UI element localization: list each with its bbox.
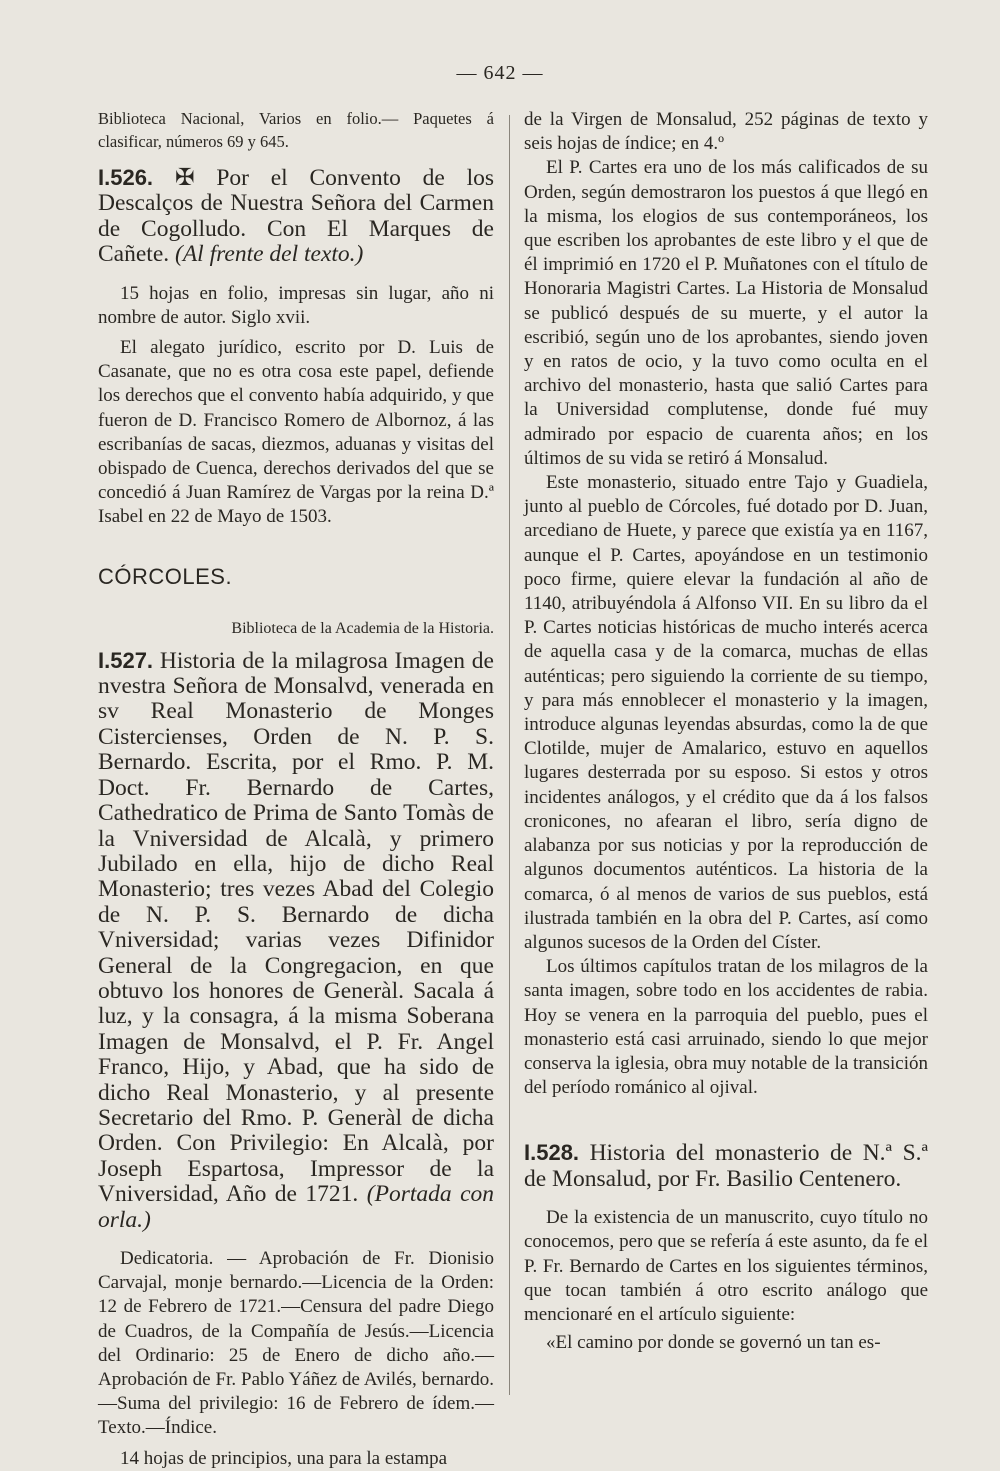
right-column <box>524 108 928 1355</box>
library-note-1526: Biblioteca Nacional, Varios en folio.— Paquetes á clasificar, números 69 y 645. <box>98 109 494 151</box>
entry-1528-quote: «El camino por donde se governó un tan es- <box>546 1332 881 1354</box>
column-divider <box>509 115 510 1395</box>
entry-1526-title: Por el Convento de los Descalços de Nuestra Señora del Carmen de Cogolludo. Con El Marques de Cañete. <box>98 165 495 268</box>
entry-1528-title: Historia del monasterio de N.ª S.ª de Monsalud, por Fr. Basilio Centenero. <box>524 1140 928 1192</box>
entry-1527-description-cont: de la Virgen de Monsalud, 252 páginas de texto y seis hojas de índice; en 4.º <box>524 109 928 155</box>
entry-1527-description: 14 hojas de principios, una para la estampa <box>120 1447 448 1469</box>
entry-1526-note: (Al frente del texto.) <box>175 241 364 268</box>
commentary-monastery: Este monasterio, situado entre Tajo y Guadiela, junto al pueblo de Córcoles, fué dotado por D. Juan, arcediano de Huete, y parece que existía ya en 1167, aunque el P. Cartes, apoyándose en un testimonio poco firme, quiere elevar la fundación al año de 1140, atribuyéndola á Alfonso VII. En su libro da el P. Cartes noticias históricas de mucho interés acerca de aquella casa y de la comarca, muchas de ellas auténticas; pero siguiendo la corriente de su tiempo, y para más ennoblecer el monasterio y la imagen, introduce algunas leyendas absurdas, como la de que Clotilde, mujer de Amalarico, estuvo en aquellos lugares desterrada por su esposo. Si estos y otros incidentes análogos, y el crédito que da á los falsos cronicones, no afearan el libro, sería digno de alabanza por sus noticias y por la reproducción de algunos documentos auténticos. La historia de la comarca, ó al menos de varios de sus pueblos, está ilustrada también en la obra del P. Cartes, así como algunos sucesos de la Orden del Císter. <box>524 472 928 953</box>
entry-1526-description: 15 hojas en folio, impresas sin lugar, año ni nombre de autor. Siglo xvii. <box>98 282 494 328</box>
page-number: — 642 — <box>456 62 544 84</box>
library-heading: Biblioteca de la Academia de la Historia. <box>231 619 494 637</box>
entry-1526-commentary: El alegato jurídico, escrito por D. Luis de Casanate, que no es otra cosa este papel, defiende los derechos que el convento había adquirido, y que fueron de D. Francisco Romero de Albornoz, á las escribanías de sacas, diezmos, aduanas y visitas del obispado de Cuenca, derechos derivados del que se concedió á Juan Ramírez de Vargas por la reina D.ª Isabel en 22 de Mayo de 1503. <box>98 337 494 528</box>
left-column <box>98 108 494 1471</box>
entry-1527-note: (Portada con orla.) <box>98 1181 494 1233</box>
entry-1527-title: Historia de la milagrosa Imagen de nvestra Señora de Monsalvd, venerada en sv Real Monasterio de Monges Cistercienses, Orden de N. P. S. Bernardo. Escrita, por el Rmo. P. M. Doct. Fr. Bernardo de Cartes, Cathedratico de Prima de Santo Tomàs de la Vniversidad de Alcalà, y primero Jubilado en ella, hijo de dicho Real Monasterio; tres vezes Abad del Colegio de N. P. S. Bernardo de dicha Vniversidad; varias vezes Difinidor General de la Congregacion, en que obtuvo los honores de Generàl. Sacala á luz, y la consagra, á la misma Soberana Imagen de Monsalvd, el P. Fr. Angel Franco, Hijo, y Abad, que ha sido de dicho Real Monasterio, y al presente Secretario del Rmo. P. Generàl de dicha Orden. Con Privilegio: En Alcalà, por Joseph Espartosa, Impressor de la Vniversidad, Año de 1721. <box>98 647 494 1208</box>
entry-1527-contents: Dedicatoria. — Aprobación de Fr. Dionisio Carvajal, monje bernardo.—Licencia de la Orden: 12 de Febrero de 1721.—Censura del padre Diego de Cuadros, de la Compañía de Jesús.—Licencia del Ordinario: 25 de Enero de dicho año.—Aprobación de Fr. Pablo Yáñez de Avilés, bernardo.—Suma del privilegio: 16 de Febrero de ídem.—Texto.—Índice. <box>98 1248 494 1439</box>
entry-1528 <box>524 1140 928 1192</box>
entry-number-1527: I.527. <box>98 647 154 673</box>
entry-1527 <box>98 648 494 1233</box>
entry-number-1526: I.526. <box>98 165 154 190</box>
cross-icon: ✠ <box>174 163 195 191</box>
entry-1526 <box>98 165 494 268</box>
section-title-corcoles: CÓRCOLES. <box>98 563 233 589</box>
entry-number-1528: I.528. <box>524 1140 580 1166</box>
commentary-chapters: Los últimos capítulos tratan de los milagros de la santa imagen, sobre todo en los accidentes de rabia. Hoy se venera en la parroquia del pueblo, pues el monasterio está casi arruinado, siendo lo que mejor conserva la iglesia, obra muy notable de la transición del período románico al ojival. <box>524 956 928 1099</box>
commentary-cartes: El P. Cartes era uno de los más calificados de su Orden, según demostraron los puestos á que llegó en la misma, los elogios de sus contemporáneos, los que escriben los aprobantes de este libro y el que de él imprimió en 1720 el P. Muñatones con el título de Honoraria Magistri Cartes. La Historia de Monsalud se publicó después de su muerte, y el autor la escribió, según uno de los aprobantes, siendo joven y en ratos de ocio, y la tuvo como oculta en el archivo del monasterio, hasta que salió Cartes para la Universidad complutense, donde fué muy admirado por espacio de cuarenta años; en los últimos de su vida se retiró á Monsalud. <box>524 157 928 469</box>
entry-1528-commentary: De la existencia de un manuscrito, cuyo título no conocemos, pero que se refería á este asunto, da fe el P. Fr. Bernardo de Cartes en los siguientes términos, que tocan también á otro escrito análogo que mencionaré en el artículo siguiente: <box>524 1207 928 1325</box>
